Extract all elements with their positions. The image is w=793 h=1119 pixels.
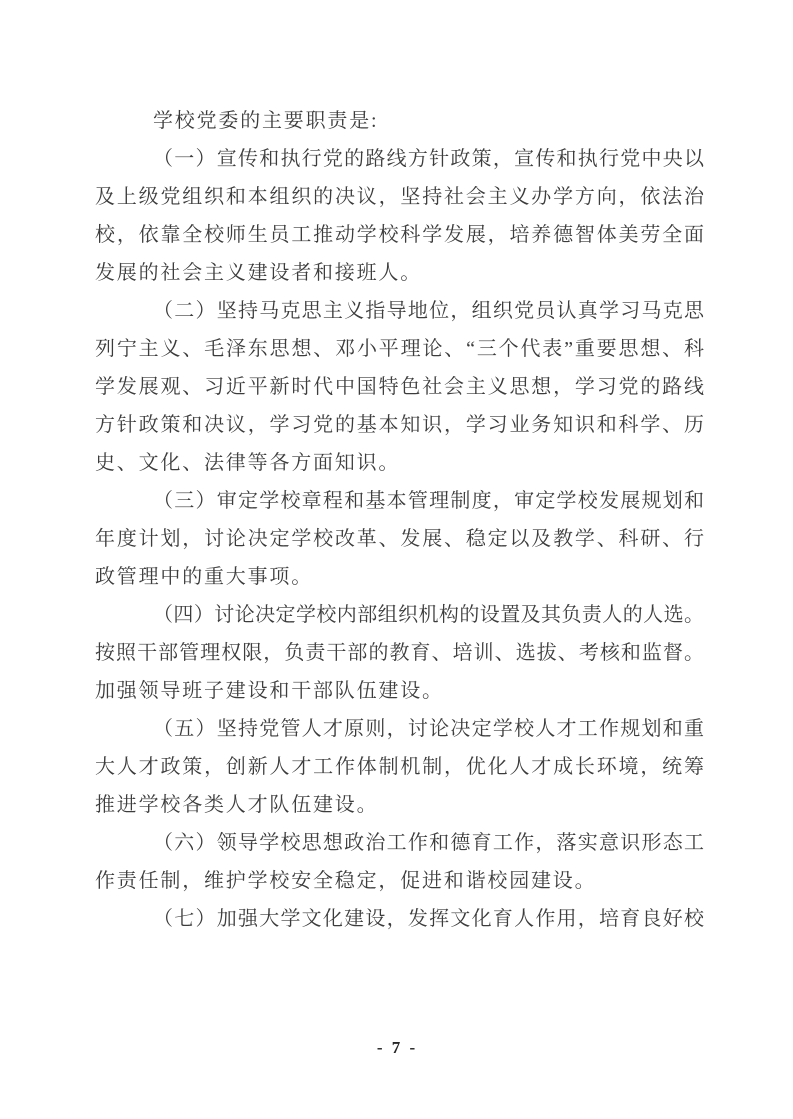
text-line: 政管理中的重大事项。 [95,566,313,588]
text-line: 发展的社会主义建设者和接班人。 [95,262,422,284]
text-line: 学发展观、习近平新时代中国特色社会主义思想，学习党的路线 [95,376,704,398]
text-line: 按照干部管理权限，负责干部的教育、培训、选拔、考核和监督。 [95,642,704,664]
text-line: （三）审定学校章程和基本管理制度，审定学校发展规划和 [153,490,704,512]
text-line: 作责任制，维护学校安全稳定，促进和谐校园建设。 [95,870,597,892]
text-line: 大人才政策，创新人才工作体制机制，优化人才成长环境，统筹 [95,756,704,778]
text-line: 推进学校各类人才队伍建设。 [95,794,379,816]
text-line: 史、文化、法律等各方面知识。 [95,452,401,474]
text-line: （二）坚持马克思主义指导地位，组织党员认真学习马克思 [153,300,704,322]
heading-line: 学校党委的主要职责是: [153,110,379,132]
text-block [95,102,704,938]
text-line: 及上级党组织和本组织的决议，坚持社会主义办学方向，依法治 [95,186,704,208]
text-line: 校，依靠全校师生员工推动学校科学发展，培养德智体美劳全面 [95,224,704,246]
text-line: 列宁主义、毛泽东思想、邓小平理论、“三个代表”重要思想、科 [95,338,704,360]
text-line: （四）讨论决定学校内部组织机构的设置及其负责人的人选。 [153,604,704,626]
text-line: （七）加强大学文化建设，发挥文化育人作用，培育良好校 [153,908,704,930]
text-line: （五）坚持党管人才原则，讨论决定学校人才工作规划和重 [153,718,704,740]
text-line: （一）宣传和执行党的路线方针政策，宣传和执行党中央以 [153,148,704,170]
page-number: - 7 - [376,1038,417,1057]
text-line: 方针政策和决议，学习党的基本知识，学习业务知识和科学、历 [95,414,704,436]
text-line: 加强领导班子建设和干部队伍建设。 [95,680,444,702]
text-line: 年度计划，讨论决定学校改革、发展、稳定以及教学、科研、行 [95,528,704,550]
text-line: （六）领导学校思想政治工作和德育工作，落实意识形态工 [153,832,704,854]
